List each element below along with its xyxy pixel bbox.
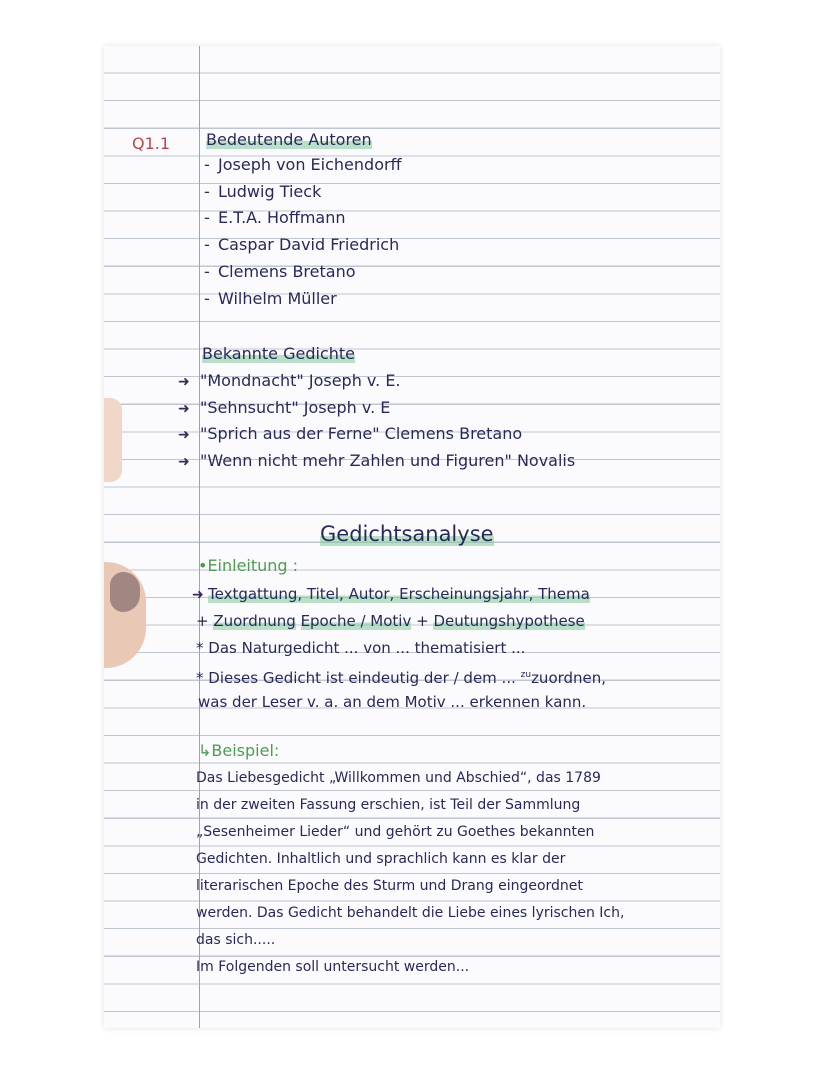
arrow-icon: ➜ bbox=[178, 401, 190, 417]
poems-heading-text: Bekannte Gedichte bbox=[202, 344, 355, 363]
thumbnail bbox=[110, 572, 140, 612]
list-item: - Ludwig Tieck bbox=[204, 182, 322, 201]
list-item: - Clemens Bretano bbox=[204, 262, 356, 281]
list-item: ➜ "Wenn nicht mehr Zahlen und Figuren" Novalis bbox=[178, 451, 576, 470]
list-item: ➜ "Sehnsucht" Joseph v. E bbox=[178, 398, 391, 417]
example-line: „Sesenheimer Lieder“ und gehört zu Goethes bekannten bbox=[196, 824, 595, 840]
arrow-icon: ➜ bbox=[178, 454, 190, 470]
intro-line-4: * Dieses Gedicht ist eindeutig der / dem ... $^{zu}$zuordnen, bbox=[196, 669, 607, 687]
authors-heading bbox=[206, 130, 372, 150]
list-item: - Wilhelm Müller bbox=[204, 289, 337, 308]
list-item: - Caspar David Friedrich bbox=[204, 235, 400, 254]
notebook-page bbox=[104, 46, 720, 1028]
example-line: in der zweiten Fassung erschien, ist Teil der Sammlung bbox=[196, 797, 581, 813]
intro-line-5: was der Leser v. a. an dem Motiv ... erkennen kann. bbox=[198, 693, 587, 711]
arrow-icon: ➜ bbox=[178, 374, 190, 390]
example-line: Das Liebesgedicht „Willkommen und Abschied“, das 1789 bbox=[196, 770, 601, 786]
intro-line-3: * Das Naturgedicht ... von ... thematisiert ... bbox=[196, 639, 526, 657]
authors-heading-text: Bedeutende Autoren bbox=[206, 130, 372, 149]
example-line: das sich..... bbox=[196, 932, 276, 948]
arrow-icon: ➜ bbox=[192, 587, 204, 603]
example-line: literarischen Epoche des Sturm und Drang eingeordnet bbox=[196, 878, 583, 894]
intro-line-1: ➜ Textgattung, Titel, Autor, Erscheinungsjahr, Thema bbox=[192, 585, 590, 603]
poems-heading bbox=[202, 344, 355, 364]
list-item: ➜ "Mondnacht" Joseph v. E. bbox=[178, 371, 401, 390]
analysis-title: Gedichtsanalyse bbox=[320, 522, 494, 546]
example-line: werden. Das Gedicht behandelt die Liebe eines lyrischen Ich, bbox=[196, 905, 625, 921]
example-line: Im Folgenden soll untersucht werden... bbox=[196, 959, 470, 975]
list-item: ➜ "Sprich aus der Ferne" Clemens Bretano bbox=[178, 424, 523, 443]
section-number: Q1.1 bbox=[132, 134, 171, 153]
example-label: ↳Beispiel: bbox=[198, 741, 280, 760]
example-line: Gedichten. Inhaltlich und sprachlich kann es klar der bbox=[196, 851, 566, 867]
finger bbox=[104, 398, 122, 482]
arrow-icon: ➜ bbox=[178, 427, 190, 443]
list-item: - Joseph von Eichendorff bbox=[204, 155, 402, 174]
list-item: - E.T.A. Hoffmann bbox=[204, 208, 346, 227]
intro-line-2: + Zuordnung Epoche / Motiv + Deutungshypothese bbox=[196, 612, 585, 630]
intro-label: •Einleitung : bbox=[198, 556, 299, 575]
